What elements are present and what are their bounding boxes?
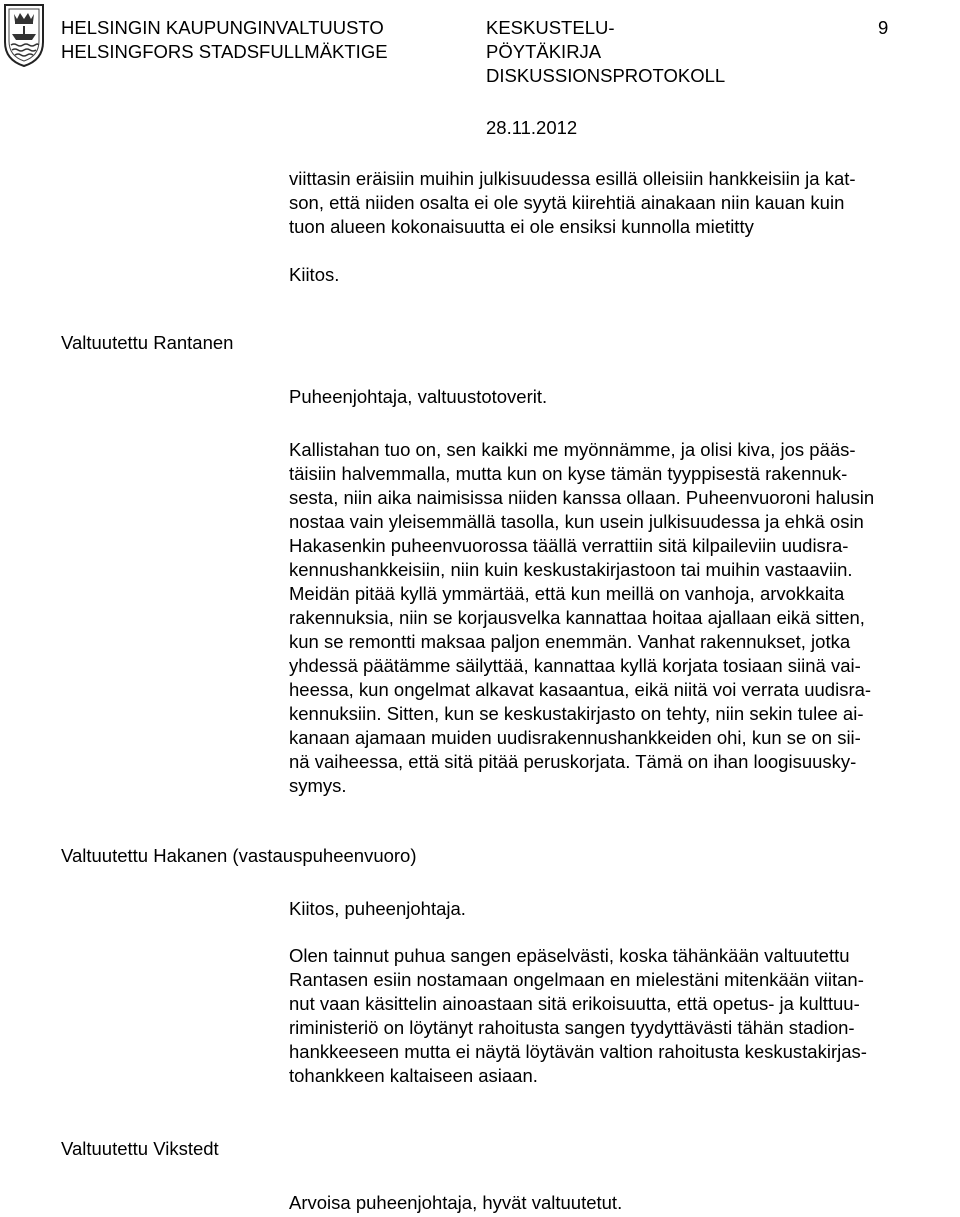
speaker-greeting bbox=[289, 897, 466, 921]
text-line: hankkeeseen mutta ei näytä löytävän valtion rahoitusta keskustakirjas- bbox=[289, 1041, 867, 1062]
thanks-line bbox=[289, 263, 339, 287]
text-line: Puheenjohtaja, valtuustotoverit. bbox=[289, 386, 548, 407]
doc-type-line-2: PÖYTÄKIRJA bbox=[486, 41, 602, 62]
doc-type-line-3: DISKUSSIONSPROTOKOLL bbox=[486, 65, 726, 86]
text-line: sesta, niin aika naimisissa niiden kanssa ollaan. Puheenvuoroni halusin bbox=[289, 487, 875, 508]
speech-paragraph bbox=[289, 944, 867, 1088]
text-line: nut vaan käsittelin ainoastaan sitä erikoisuutta, että opetus- ja kulttuu- bbox=[289, 993, 860, 1014]
speaker-greeting bbox=[289, 1191, 622, 1215]
text-line: Hakasenkin puheenvuorossa täällä verrattiin sitä kilpaileviin uudisra- bbox=[289, 535, 849, 556]
text-line: kennuksiin. Sitten, kun se keskustakirjasto on tehty, niin sekin tulee ai- bbox=[289, 703, 864, 724]
text-line: nostaa vain yleisemmällä tasolla, kun usein julkisuudessa ja ehkä osin bbox=[289, 511, 864, 532]
text-line: nä vaiheessa, että sitä pitää peruskorjata. Tämä on ihan loogisuusky- bbox=[289, 751, 857, 772]
text-line: son, että niiden osalta ei ole syytä kiirehtiä ainakaan niin kauan kuin bbox=[289, 192, 845, 213]
text-line: kanaan ajamaan muiden uudisrakennushankkeiden ohi, kun se on sii- bbox=[289, 727, 861, 748]
text-line: täisiin halvemmalla, mutta kun on kyse tämän tyyppisestä rakennuk- bbox=[289, 463, 848, 484]
text-line: Arvoisa puheenjohtaja, hyvät valtuutetut. bbox=[289, 1192, 623, 1213]
text-line: tohankkeen kaltaiseen asiaan. bbox=[289, 1065, 538, 1086]
speaker-name: Valtuutettu Rantanen bbox=[61, 332, 234, 353]
helsinki-coat-of-arms-icon bbox=[2, 2, 46, 68]
document-date: 28.11.2012 bbox=[486, 117, 578, 138]
text-line: Kiitos. bbox=[289, 264, 340, 285]
text-line: kun se remontti maksaa paljon enemmän. Vanhat rakennukset, jotka bbox=[289, 631, 851, 652]
doc-type-line-1: KESKUSTELU- bbox=[486, 17, 615, 38]
speech-paragraph bbox=[289, 438, 874, 798]
text-line: riministeriö on löytänyt rahoitusta sangen tyydyttävästi tähän stadion- bbox=[289, 1017, 855, 1038]
text-line: Kallistahan tuo on, sen kaikki me myönnämme, ja olisi kiva, jos pääs- bbox=[289, 439, 856, 460]
speaker-greeting bbox=[289, 385, 547, 409]
text-line: Kiitos, puheenjohtaja. bbox=[289, 898, 466, 919]
org-name-swedish: HELSINGFORS STADSFULLMÄKTIGE bbox=[61, 41, 388, 62]
speaker-name: Valtuutettu Hakanen (vastauspuheenvuoro) bbox=[61, 845, 417, 866]
text-line: viittasin eräisiin muihin julkisuudessa esillä olleisiin hankkeisiin ja kat- bbox=[289, 168, 856, 189]
text-line: rakennuksia, niin se korjausvelka kannattaa hoitaa ajallaan eikä sitten, bbox=[289, 607, 865, 628]
intro-paragraph bbox=[289, 167, 856, 239]
speaker-name: Valtuutettu Vikstedt bbox=[61, 1138, 219, 1159]
document-type bbox=[486, 16, 725, 88]
text-line: Rantasen esiin nostamaan ongelmaan en mielestäni mitenkään viitan- bbox=[289, 969, 864, 990]
text-line: kennushankkeisiin, niin kuin keskustakirjastoon tai muihin vastaaviin. bbox=[289, 559, 853, 580]
text-line: Olen tainnut puhua sangen epäselvästi, koska tähänkään valtuutettu bbox=[289, 945, 850, 966]
organization-name bbox=[61, 16, 388, 64]
text-line: heessa, kun ongelmat alkavat kasaantua, eikä niitä voi verrata uudisra- bbox=[289, 679, 872, 700]
text-line: symys. bbox=[289, 775, 347, 796]
org-name-finnish: HELSINGIN KAUPUNGINVALTUUSTO bbox=[61, 17, 384, 38]
text-line: yhdessä päätämme säilyttää, kannattaa kyllä korjata tosiaan siinä vai- bbox=[289, 655, 861, 676]
text-line: tuon alueen kokonaisuutta ei ole ensiksi kunnolla mietitty bbox=[289, 216, 754, 237]
text-line: Meidän pitää kyllä ymmärtää, että kun meillä on vanhoja, arvokkaita bbox=[289, 583, 845, 604]
page-number: 9 bbox=[878, 17, 889, 38]
